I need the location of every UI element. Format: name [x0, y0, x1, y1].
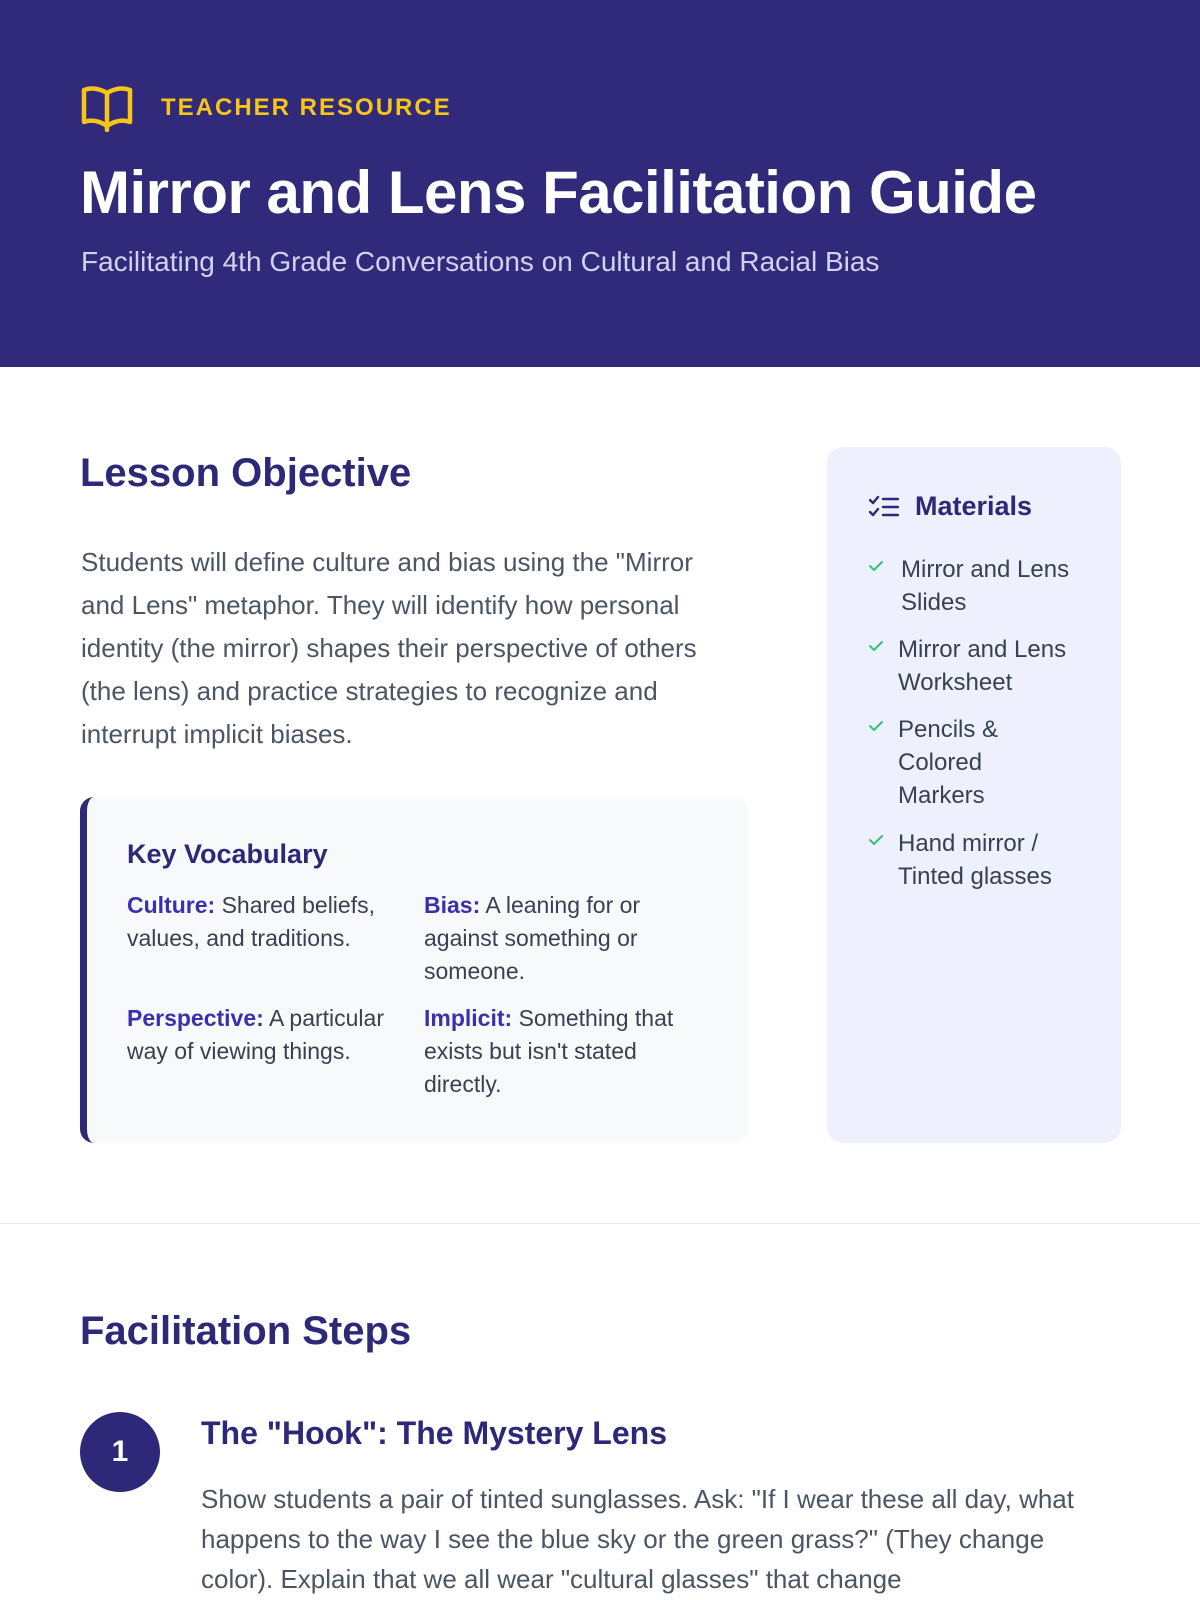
vocab-term-definition: Shared beliefs, values, and traditions. — [127, 892, 375, 951]
materials-item — [868, 713, 1003, 812]
materials-header — [869, 491, 1032, 522]
eyebrow-label: TEACHER RESOURCE — [161, 94, 452, 121]
step-title: The "Hook": The Mystery Lens — [201, 1415, 667, 1451]
section-divider — [0, 1223, 1200, 1224]
vocab-term-label: Culture: — [127, 892, 216, 918]
vocabulary-card — [80, 797, 748, 1143]
vocab-term-label: Perspective: — [127, 1005, 264, 1031]
materials-item-label: Pencils & Colored Markers — [898, 716, 999, 809]
vocab-term-perspective — [127, 1002, 412, 1068]
vocabulary-heading: Key Vocabulary — [127, 839, 328, 869]
materials-item — [868, 633, 1088, 699]
vocab-term-bias — [424, 889, 709, 988]
vocab-term-implicit — [424, 1002, 709, 1101]
resource-eyebrow — [81, 84, 452, 132]
vocab-term-label: Bias: — [424, 892, 481, 918]
check-icon — [868, 559, 884, 573]
page-subtitle: Facilitating 4th Grade Conversations on Cultural and Racial Bias — [81, 246, 880, 277]
step-description: Show students a pair of tinted sunglasses. Ask: "If I wear these all day, what happens to the way I see the blue sky or the green grass?" (They change color). Explain that we all wear "cultural glasses" that change — [201, 1484, 1074, 1594]
materials-item-label: Mirror and Lens Slides — [901, 556, 1070, 616]
materials-heading: Materials — [915, 491, 1033, 521]
check-icon — [868, 833, 884, 847]
book-open-icon — [81, 84, 133, 132]
page-title: Mirror and Lens Facilitation Guide — [80, 159, 1037, 226]
step-number-badge: 1 — [80, 1412, 160, 1492]
checklist-icon — [869, 495, 899, 519]
materials-panel — [827, 447, 1121, 1143]
vocab-term-definition: A leaning for or against something or someone. — [424, 892, 641, 984]
vocab-term-definition: Something that exists but isn't stated directly. — [424, 1005, 674, 1097]
materials-item-label: Mirror and Lens Worksheet — [898, 636, 1067, 696]
page-header — [0, 0, 1200, 367]
materials-item-label: Hand mirror / Tinted glasses — [898, 830, 1052, 890]
vocab-term-definition: A particular way of viewing things. — [127, 1005, 384, 1064]
objective-heading: Lesson Objective — [80, 451, 412, 495]
materials-item — [868, 827, 1068, 893]
materials-item — [868, 553, 1088, 619]
vocab-term-culture — [127, 889, 412, 955]
check-icon — [868, 719, 884, 733]
vocab-term-label: Implicit: — [424, 1005, 513, 1031]
objective-text: Students will define culture and bias using the "Mirror and Lens" metaphor. They will identify how personal identity (the mirror) shapes their perspective of others (the lens) and practice strategies to recognize and interrupt implicit biases. — [81, 547, 697, 749]
check-icon — [868, 639, 884, 653]
steps-heading: Facilitation Steps — [80, 1309, 412, 1353]
